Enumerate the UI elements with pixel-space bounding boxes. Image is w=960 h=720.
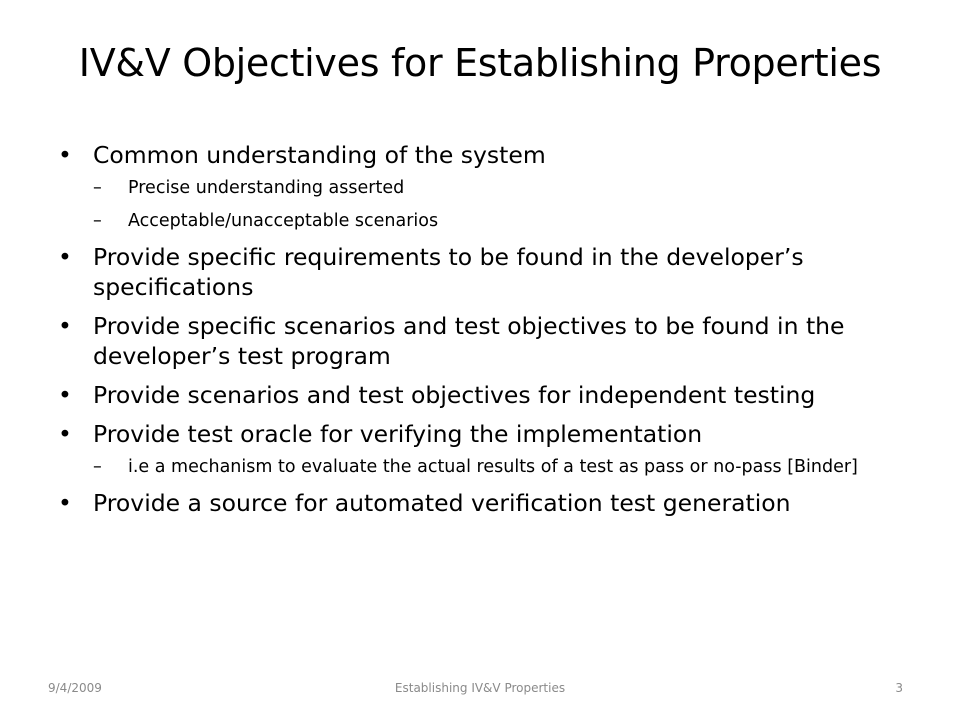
bullet-text: Provide specific requirements to be found in the developer’s specifications	[93, 243, 804, 301]
bullet-list	[58, 140, 918, 527]
footer-date: 9/4/2009	[48, 681, 102, 695]
slide-number: 3	[895, 681, 903, 695]
bullet-dot-icon: •	[58, 141, 72, 169]
bullet-text: Provide test oracle for verifying the implementation	[93, 420, 703, 448]
bullet-text: Provide a source for automated verification test generation	[93, 489, 791, 517]
dash-icon: –	[93, 211, 102, 231]
sub-bullet-item	[58, 457, 918, 478]
sub-bullet-item	[58, 178, 918, 199]
sub-bullet-text: Acceptable/unacceptable scenarios	[128, 211, 439, 231]
sub-bullet-text: i.e a mechanism to evaluate the actual results of a test as pass or no-pass [Binder]	[128, 457, 858, 477]
bullet-dot-icon: •	[58, 243, 72, 271]
bullet-item	[58, 242, 918, 302]
bullet-item	[58, 380, 918, 410]
sub-bullet-text: Precise understanding asserted	[128, 178, 405, 198]
bullet-text: Common understanding of the system	[93, 141, 546, 169]
dash-icon: –	[93, 178, 102, 198]
bullet-text: Provide specific scenarios and test objectives to be found in the developer’s test program	[93, 312, 845, 370]
bullet-dot-icon: •	[58, 489, 72, 517]
bullet-item	[58, 140, 918, 170]
bullet-item	[58, 419, 918, 449]
bullet-item	[58, 311, 918, 371]
bullet-dot-icon: •	[58, 420, 72, 448]
sub-bullet-item	[58, 211, 918, 232]
slide-title: IV&V Objectives for Establishing Properties	[78, 41, 882, 85]
bullet-dot-icon: •	[58, 381, 72, 409]
bullet-text: Provide scenarios and test objectives for independent testing	[93, 381, 816, 409]
bullet-item	[58, 488, 918, 518]
bullet-dot-icon: •	[58, 312, 72, 340]
dash-icon: –	[93, 457, 102, 477]
footer-title: Establishing IV&V Properties	[394, 681, 566, 695]
